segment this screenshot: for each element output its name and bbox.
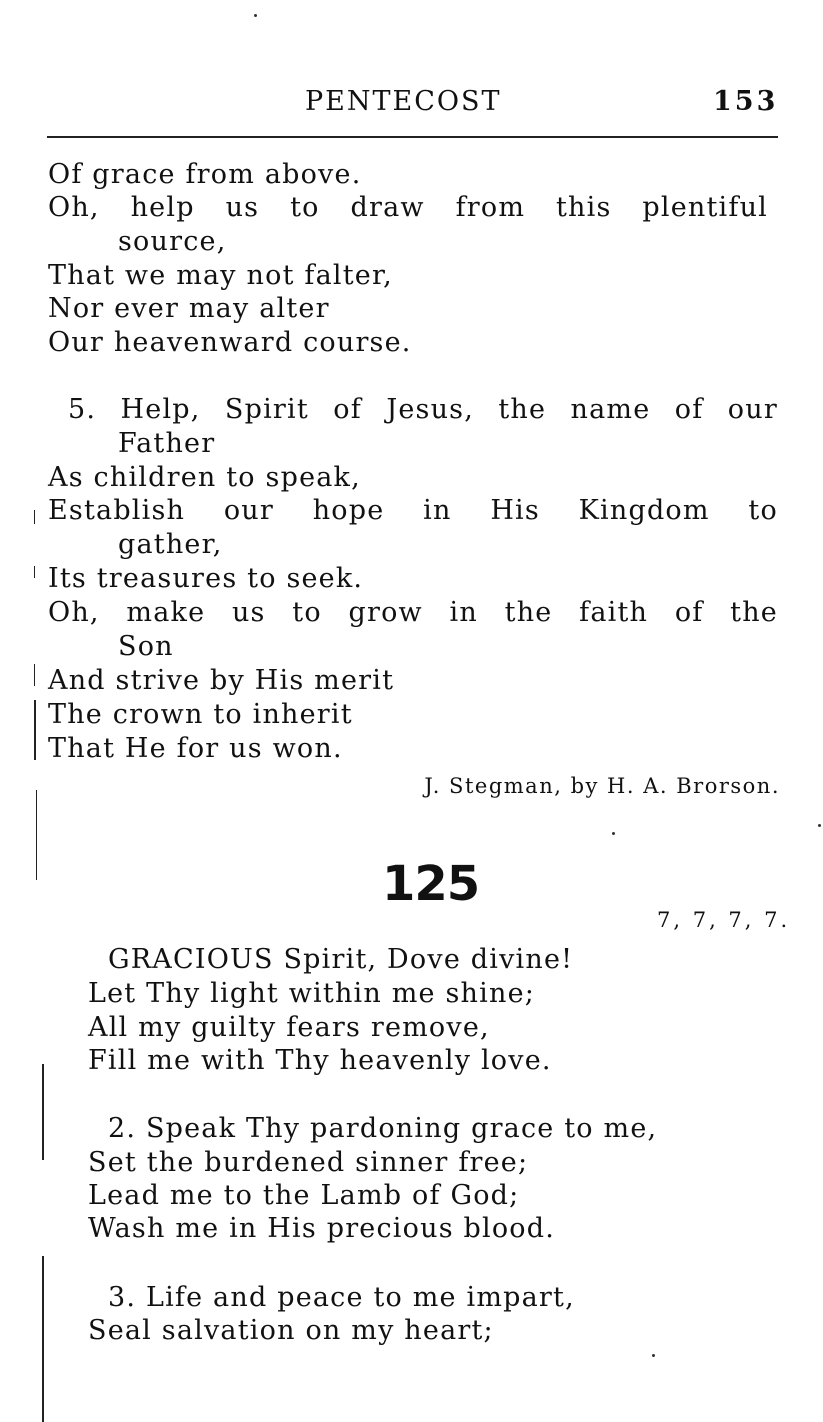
word: of (674, 394, 704, 425)
word: the (504, 597, 553, 628)
hymn-line-justified (48, 191, 768, 225)
word: us (225, 192, 260, 223)
scan-mark (36, 790, 37, 880)
scan-mark (42, 1256, 44, 1422)
hymn-line: The crown to inherit (48, 699, 353, 730)
hymn-line: Its treasures to seek. (48, 563, 364, 594)
scan-mark (42, 1064, 44, 1160)
hymn-line: That He for us won. (48, 733, 343, 764)
word: to (748, 495, 778, 526)
hymn-line: Set the burdened sinner free; (88, 1147, 529, 1178)
hymn-line: Wash me in His precious blood. (88, 1213, 556, 1244)
word: name (570, 394, 651, 425)
hymn-line: Seal salvation on my heart; (88, 1315, 494, 1346)
hymn-line-continuation: source, (118, 226, 227, 257)
word: this (556, 192, 612, 223)
hymn-number: 125 (382, 856, 480, 912)
scan-speck (818, 824, 821, 827)
word: grow (348, 597, 423, 628)
word: of (674, 597, 704, 628)
word: Kingdom (578, 495, 710, 526)
scan-speck (612, 832, 615, 835)
word: Spirit (224, 394, 309, 425)
running-head-title: PENTECOST (305, 86, 502, 117)
hymn-line: Fill me with Thy heavenly love. (88, 1045, 552, 1076)
word: to (292, 597, 322, 628)
word: draw (350, 192, 425, 223)
scan-speck (254, 14, 257, 17)
hymn-line: As children to speak, (48, 462, 361, 493)
word: our (223, 495, 274, 526)
word: the (498, 394, 547, 425)
hymn-line: GRACIOUS Spirit, Dove divine! (108, 944, 574, 975)
hymn-line: Nor ever may alter (48, 293, 330, 324)
scan-mark (34, 510, 35, 524)
hymn-line: That we may not falter, (48, 260, 393, 291)
word: hope (312, 495, 385, 526)
word: faith (579, 597, 649, 628)
hymn-line: 3. Life and peace to me impart, (108, 1282, 575, 1313)
hymn-line-justified (48, 596, 778, 630)
hymn-line: All my guilty fears remove, (88, 1012, 490, 1043)
word: Oh, (48, 597, 100, 628)
word: make (126, 597, 206, 628)
word: help (130, 192, 195, 223)
scan-mark (34, 664, 35, 686)
word: from (455, 192, 526, 223)
page-number: 153 (713, 86, 779, 117)
scan-mark (34, 700, 36, 760)
word: Help, (120, 394, 201, 425)
scan-mark (34, 566, 35, 578)
hymn-line: Lead me to the Lamb of God; (88, 1180, 520, 1211)
word: plentiful (642, 192, 768, 223)
word: in (449, 597, 478, 628)
word: to (290, 192, 320, 223)
word: Oh, (48, 192, 100, 223)
header-rule (47, 136, 778, 138)
hymn-line: And strive by His merit (48, 665, 395, 696)
attribution: J. Stegman, by H. A. Brorson. (424, 774, 780, 798)
word: 5. (68, 394, 97, 425)
word: of (333, 394, 362, 425)
hymn-line-continuation: gather, (118, 529, 223, 560)
hymn-line-continuation: Father (118, 428, 216, 459)
verse-5-first-line (68, 393, 778, 427)
hymn-line: Of grace from above. (48, 159, 362, 190)
word: our (727, 394, 778, 425)
hymn-line: 2. Speak Thy pardoning grace to me, (108, 1113, 658, 1144)
scan-speck (652, 1354, 655, 1357)
hymn-line: Let Thy light within me shine; (88, 978, 536, 1009)
hymn-line-justified (48, 494, 778, 528)
word: His (490, 495, 540, 526)
word: us (231, 597, 266, 628)
word: the (730, 597, 778, 628)
hymn-line-continuation: Son (118, 631, 174, 662)
hymn-line: Our heavenward course. (48, 327, 412, 358)
word: in (423, 495, 452, 526)
word: Jesus, (386, 394, 474, 425)
word: Establish (48, 495, 186, 526)
hymn-meter: 7, 7, 7, 7. (657, 908, 791, 932)
